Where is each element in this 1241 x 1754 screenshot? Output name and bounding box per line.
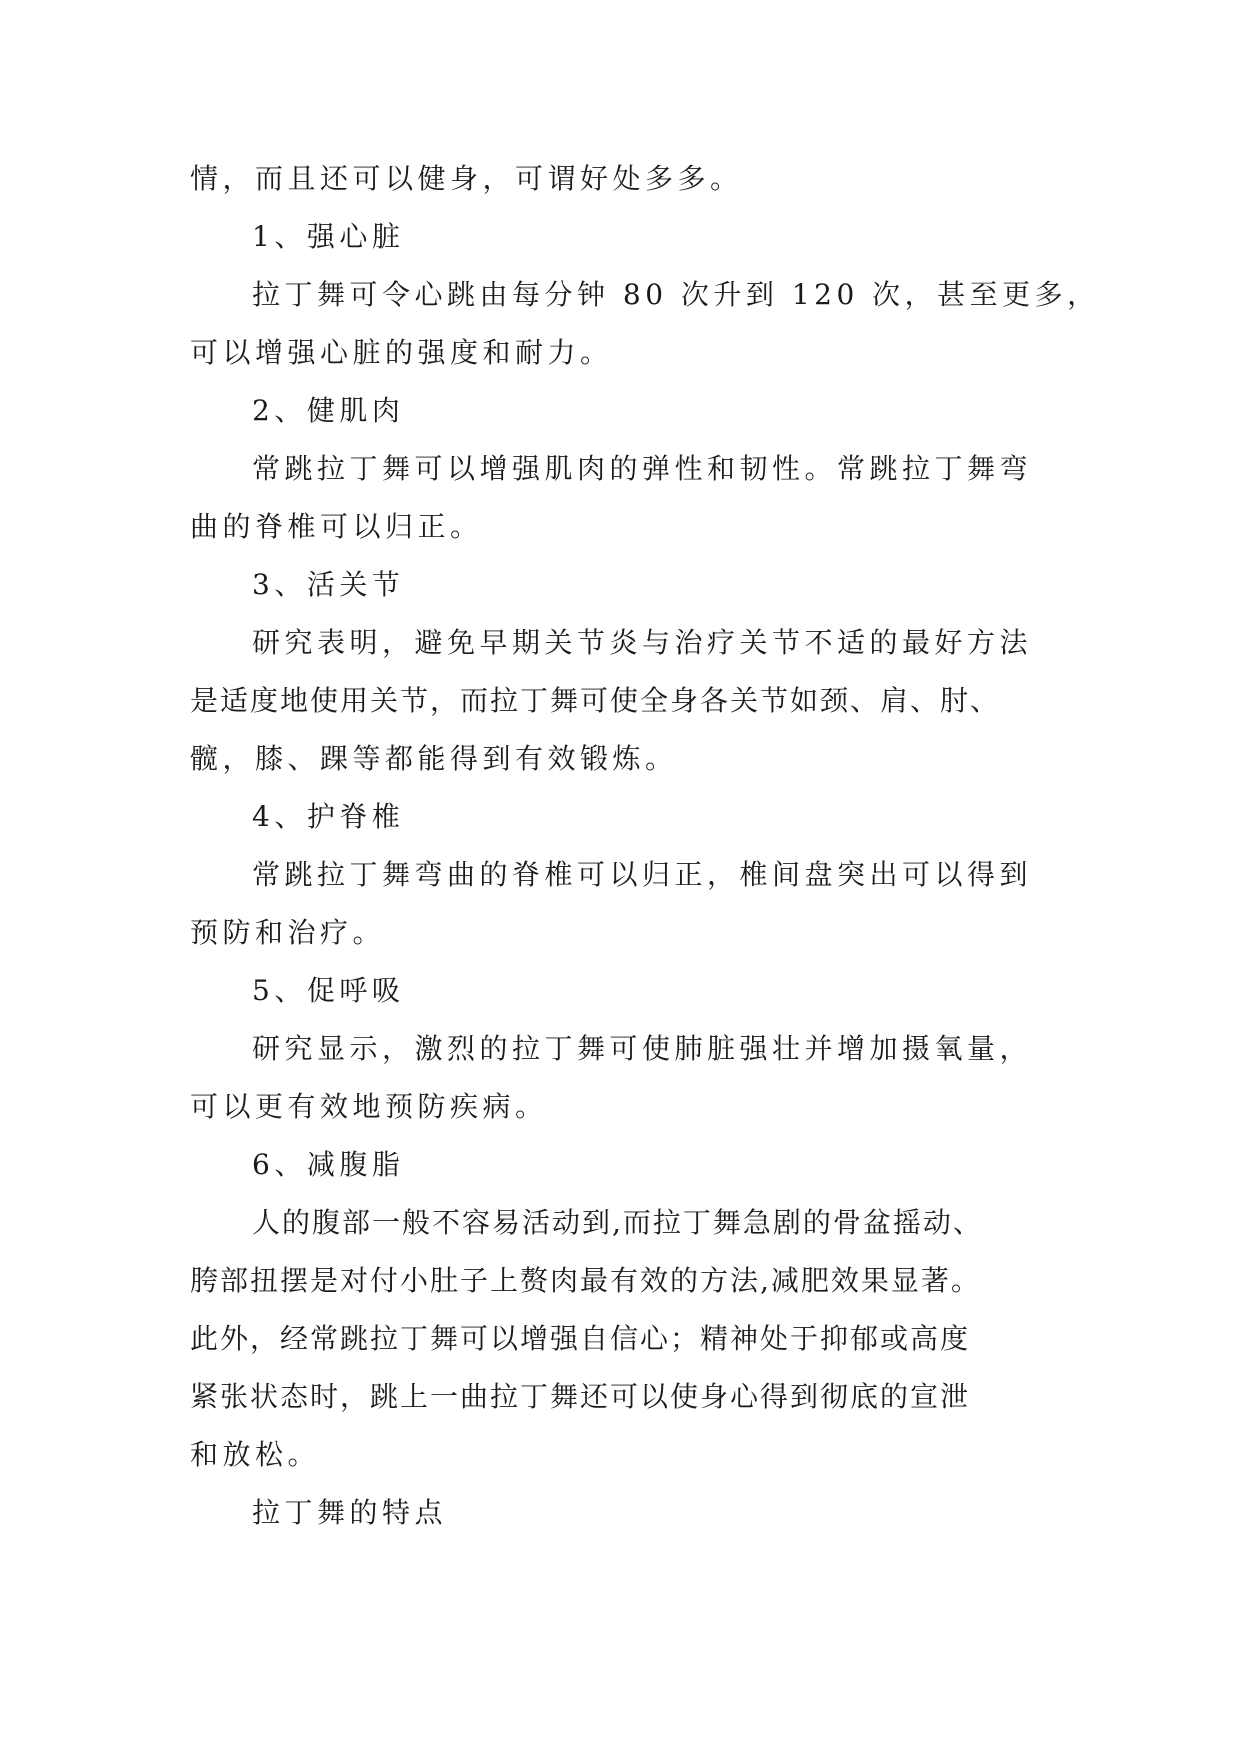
paragraph-line: 拉丁舞可令心跳由每分钟 80 次升到 120 次，甚至更多， — [252, 278, 1100, 311]
paragraph-line: 胯部扭摆是对付小肚子上赘肉最有效的方法,减肥效果显著。 — [190, 1264, 981, 1297]
paragraph-line: 预防和治疗。 — [190, 916, 386, 949]
section-heading: 4、护脊椎 — [252, 800, 405, 833]
paragraph-line: 此外，经常跳拉丁舞可以增强自信心；精神处于抑郁或高度 — [190, 1322, 971, 1355]
section-heading: 拉丁舞的特点 — [252, 1496, 448, 1529]
section-heading: 3、活关节 — [252, 568, 405, 601]
paragraph-line: 常跳拉丁舞弯曲的脊椎可以归正，椎间盘突出可以得到 — [252, 858, 1033, 891]
paragraph-line: 研究表明，避免早期关节炎与治疗关节不适的最好方法 — [252, 626, 1033, 659]
paragraph-line: 人的腹部一般不容易活动到,而拉丁舞急剧的骨盆摇动、 — [252, 1206, 983, 1239]
section-heading: 5、促呼吸 — [252, 974, 405, 1007]
paragraph-line: 和放松。 — [190, 1438, 321, 1471]
section-heading: 1、强心脏 — [252, 220, 405, 253]
document-body — [190, 150, 1100, 1542]
paragraph-line: 髋，膝、踝等都能得到有效锻炼。 — [190, 742, 678, 775]
paragraph-line: 可以增强心脏的强度和耐力。 — [190, 336, 613, 369]
paragraph-line: 紧张状态时，跳上一曲拉丁舞还可以使身心得到彻底的宣泄 — [190, 1380, 971, 1413]
paragraph-line: 常跳拉丁舞可以增强肌肉的弹性和韧性。常跳拉丁舞弯 — [252, 452, 1033, 485]
paragraph-line: 可以更有效地预防疾病。 — [190, 1090, 548, 1123]
section-heading: 6、减腹脂 — [252, 1148, 405, 1181]
paragraph-line: 研究显示，激烈的拉丁舞可使肺脏强壮并增加摄氧量， — [252, 1032, 1033, 1065]
paragraph-line: 情，而且还可以健身，可谓好处多多。 — [190, 162, 743, 195]
paragraph-line: 曲的脊椎可以归正。 — [190, 510, 483, 543]
paragraph-line: 是适度地使用关节，而拉丁舞可使全身各关节如颈、肩、肘、 — [190, 684, 1001, 717]
section-heading: 2、健肌肉 — [252, 394, 405, 427]
